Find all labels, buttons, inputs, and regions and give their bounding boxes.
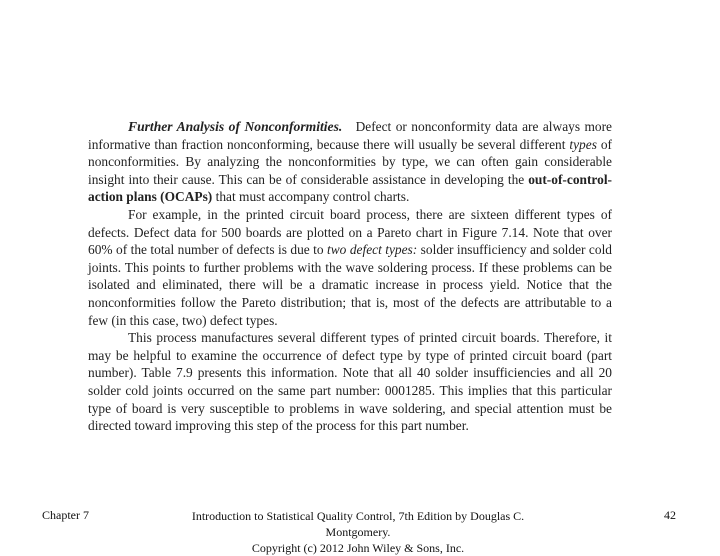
footer-citation: [158, 508, 558, 556]
paragraph-1-types: types: [569, 136, 597, 152]
paragraph-1-ocap: out-of-control-action plans (OCAPs): [88, 171, 612, 205]
paragraph-1-text-b: of nonconformities. By analyzing the nonconformities by type, we can often gain considerable insight into their cause. This can be of considerable assistance in developing the: [88, 136, 612, 187]
paragraph-1-text-a: Defect or nonconformity data are always more informative than fraction nonconforming, because there will usually be several different: [88, 119, 612, 152]
paragraph-1-text-c: that must accompany control charts.: [212, 189, 410, 205]
paragraph-1: [88, 118, 612, 206]
footer-chapter: Chapter 7: [42, 508, 89, 522]
paragraph-2-two-defect: two defect types:: [327, 242, 418, 258]
footer-page-number: 42: [664, 508, 676, 522]
footer-citation-line1: Introduction to Statistical Quality Control, 7th Edition by Douglas C. Montgomery.: [191, 509, 525, 539]
paragraph-2-text-b: solder insufficiency and solder cold joints. This points to further problems with the wave soldering process. If these problems can be isolated and eliminated, there will be a dramatic increase in process yield. Notice that the nonconformities follow the Pareto distribution; that is, most of the defects are attributable to a few (in this case, two) defect types.: [88, 242, 612, 328]
footer-citation-line2: Copyright (c) 2012 John Wiley & Sons, Inc.: [251, 541, 465, 555]
paragraph-2: [88, 206, 612, 329]
paragraph-2-text-a: For example, in the printed circuit board process, there are sixteen different types of defects. Defect data for 500 boards are plotted on a Pareto chart in Figure 7.14. Note that over 60% of the total number of defects is due to: [88, 206, 612, 258]
textbook-excerpt: [88, 118, 612, 435]
section-heading: Further Analysis of Nonconformities.: [128, 119, 343, 134]
paragraph-3: This process manufactures several different types of printed circuit boards. Therefore, it may be helpful to examine the occurrence of defect type by type of printed circuit board (part number). Table 7.9 presents this information. Note that all 40 solder insufficiencies and all 20 solder cold joints occurred on the same part number: 0001285. This implies that this particular type of board is very susceptible to problems in wave soldering, and special attention must be directed toward improving this step of the process for this part number.: [88, 330, 612, 434]
